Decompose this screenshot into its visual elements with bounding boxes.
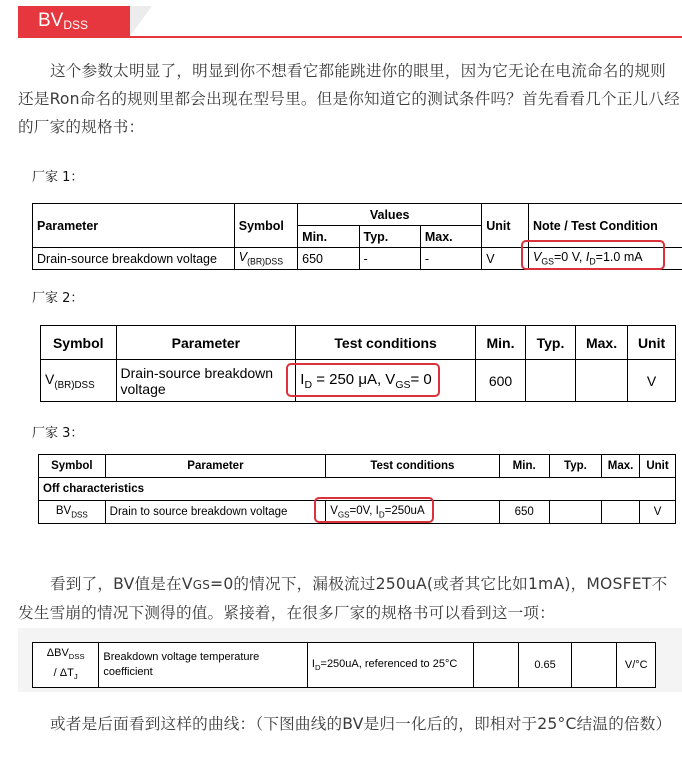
m3-max [602, 501, 640, 524]
m2-min: 600 [476, 360, 526, 402]
m1-max: - [420, 248, 481, 270]
m2-parameter: Drain-source breakdown voltage [116, 360, 296, 402]
m1-h-max: Max. [420, 226, 481, 248]
m1-unit: V [482, 248, 529, 270]
m2-h-min: Min. [476, 326, 526, 360]
m1-h-symbol: Symbol [234, 204, 297, 248]
m3-group: Off characteristics [39, 478, 676, 501]
m3-condition-highlight [314, 497, 434, 523]
m3-h-parameter: Parameter [105, 455, 326, 478]
tc-unit: V/°C [617, 643, 656, 688]
m1-parameter: Drain-source breakdown voltage [33, 248, 235, 270]
m1-h-min: Min. [298, 226, 359, 248]
m2-max [575, 360, 627, 402]
m3-h-symbol: Symbol [39, 455, 106, 478]
m3-h-unit: Unit [640, 455, 676, 478]
tc-parameter: Breakdown voltage temperature coefficient [99, 643, 308, 688]
m3-h-max: Max. [602, 455, 640, 478]
m3-typ [549, 501, 601, 524]
section-title: $BV_{DSS}$ [18, 6, 130, 36]
m2-symbol: $V_{(BR)DSS}$ [41, 360, 117, 402]
m3-unit: V [640, 501, 676, 524]
m2-h-symbol: Symbol [41, 326, 117, 360]
m1-min: 650 [298, 248, 359, 270]
m2-h-test: Test conditions [296, 326, 476, 360]
m3-h-typ: Typ. [549, 455, 601, 478]
m3-h-min: Min. [499, 455, 549, 478]
m3-parameter: Drain to source breakdown voltage [105, 501, 326, 524]
m2-typ [526, 360, 576, 402]
middle-paragraph: 看到了，BV值是在VGS=0的情况下，漏极流过250uA(或者其它比如1mA)，MOSFET不发生雪崩的情况下测得的值。紧接着，在很多厂家的规格书可以看到这一项： [18, 575, 668, 622]
datasheet-excerpts [18, 150, 682, 560]
maker2-label: 厂家 2： [32, 291, 84, 306]
intro-paragraph: 这个参数太明显了，明显到你不想看它都能跳进你的眼里，因为它无论在电流命名的规则还是Ron命名的规则里都会出现在型号里。但是你知道它的测试条件吗？首先看看几个正儿八经的厂家的规格书： [18, 62, 680, 136]
m2-h-parameter: Parameter [116, 326, 296, 360]
tc-min [473, 643, 519, 688]
m1-h-note: Note / Test Condition [528, 204, 682, 248]
m2-condition: $I_D = 250$ μA, $V_{GS}= 0$ [296, 360, 476, 402]
outro-paragraph: 或者是后面看到这样的曲线：（下图曲线的BV是归一化后的，即相对于25°C结温的倍数） [50, 715, 672, 733]
m1-condition: $V_{GS}=0$ V, $I_D=1.0$ mA [528, 248, 682, 270]
maker3-label: 厂家 3： [32, 426, 84, 441]
m2-h-unit: Unit [628, 326, 676, 360]
section-header [18, 6, 682, 38]
m3-condition: $V_{GS}=0V$, $I_D=250uA$ [326, 501, 499, 524]
m1-h-values: Values [298, 204, 482, 226]
maker1-label: 厂家 1： [32, 170, 84, 185]
tc-condition: $I_D=250uA$, referenced to 25°C [307, 643, 473, 688]
tempco-table [32, 642, 656, 688]
m1-condition-highlight [521, 240, 665, 270]
tc-typ: 0.65 [519, 643, 571, 688]
tc-max [571, 643, 617, 688]
m1-h-parameter: Parameter [33, 204, 235, 248]
m2-unit: V [628, 360, 676, 402]
section-divider [18, 36, 682, 38]
section-tab-slant [130, 6, 152, 36]
m3-h-test: Test conditions [326, 455, 499, 478]
m1-h-unit: Unit [482, 204, 529, 248]
tc-symbol: $\Delta BV_{DSS}$ / $\Delta T_J$ [33, 643, 99, 688]
m1-h-typ: Typ. [359, 226, 420, 248]
m2-h-max: Max. [575, 326, 627, 360]
m2-condition-highlight [286, 363, 440, 397]
m1-symbol: $V_{(BR)DSS}$ [234, 248, 297, 270]
m3-symbol: $BV_{DSS}$ [39, 501, 106, 524]
m3-min: 650 [499, 501, 549, 524]
m2-h-typ: Typ. [526, 326, 576, 360]
m1-typ: - [359, 248, 420, 270]
